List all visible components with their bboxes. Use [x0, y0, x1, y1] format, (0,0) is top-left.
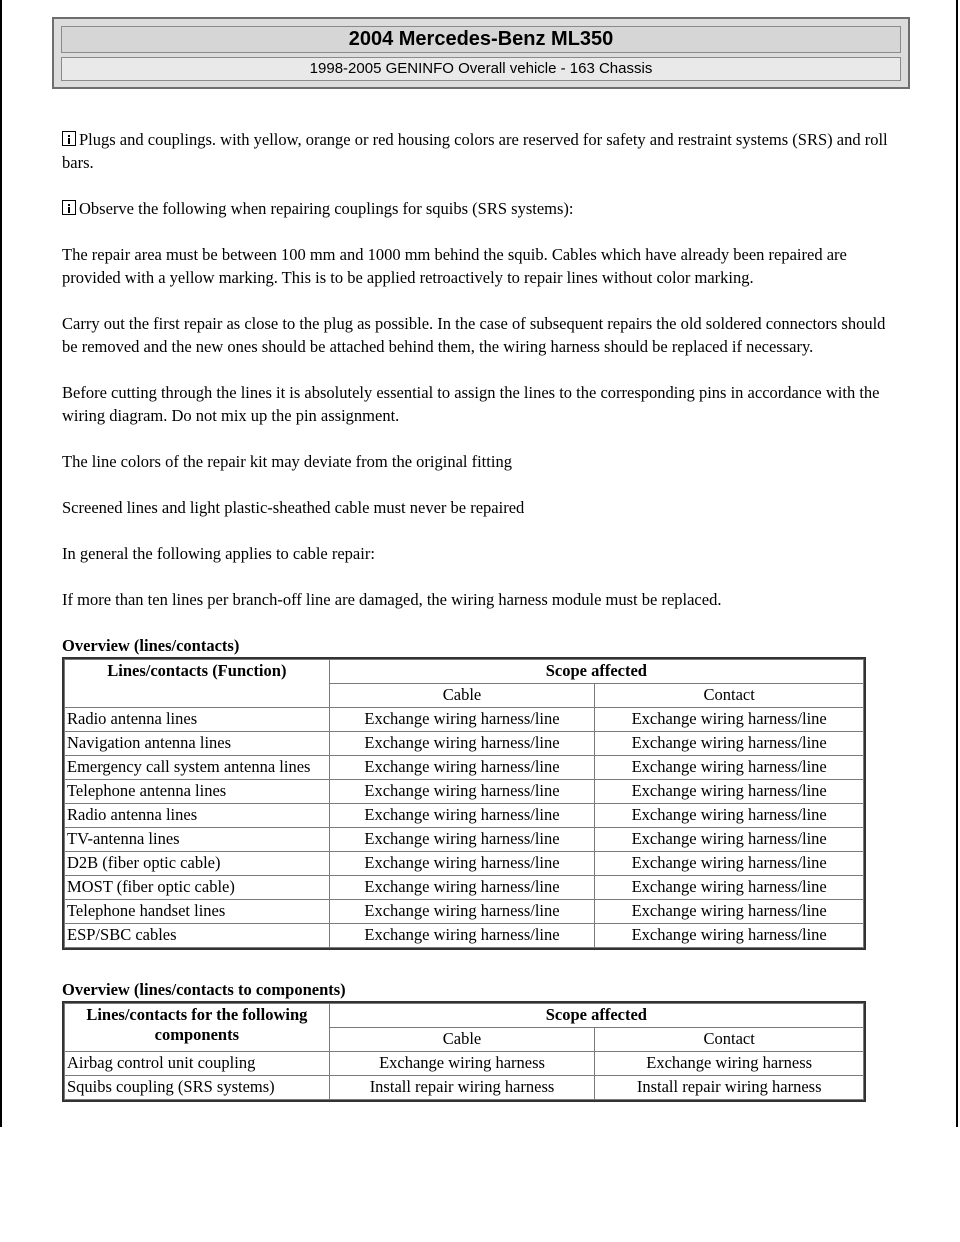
- paragraph: In general the following applies to cable repair:: [62, 544, 375, 563]
- table-cell: TV-antenna lines: [65, 828, 330, 852]
- note-text: Plugs and couplings. with yellow, orange or red housing colors are reserved for safety and restraint systems (SRS) and roll bars.: [62, 130, 888, 172]
- table-cell: Exchange wiring harness/line: [329, 732, 595, 756]
- table-cell: Squibs coupling (SRS systems): [65, 1076, 330, 1100]
- table-cell: Radio antenna lines: [65, 804, 330, 828]
- table-row: [65, 804, 864, 828]
- table-row: [65, 924, 864, 948]
- table-cell: Exchange wiring harness/line: [595, 804, 864, 828]
- table-row: [65, 1076, 864, 1100]
- overview-components-table: [62, 1001, 866, 1102]
- table1-scope-header: Scope affected: [329, 660, 863, 684]
- page-left-border: [0, 0, 2, 1127]
- table-cell: Airbag control unit coupling: [65, 1052, 330, 1076]
- table-cell: Exchange wiring harness/line: [329, 828, 595, 852]
- table-row: [65, 708, 864, 732]
- table-cell: Exchange wiring harness/line: [595, 708, 864, 732]
- overview-lines-table: [62, 657, 866, 950]
- paragraph: The line colors of the repair kit may deviate from the original fitting: [62, 452, 512, 471]
- note-icon: [62, 200, 76, 215]
- table-row: [65, 1052, 864, 1076]
- table2-col-contact: Contact: [595, 1028, 864, 1052]
- table-cell: Exchange wiring harness/line: [595, 780, 864, 804]
- table-cell: Telephone handset lines: [65, 900, 330, 924]
- table-cell: D2B (fiber optic cable): [65, 852, 330, 876]
- table-cell: Exchange wiring harness/line: [595, 756, 864, 780]
- table-row: [65, 756, 864, 780]
- table1-col-contact: Contact: [595, 684, 864, 708]
- table-cell: Radio antenna lines: [65, 708, 330, 732]
- table-cell: Exchange wiring harness/line: [329, 876, 595, 900]
- paragraph: Screened lines and light plastic-sheathed cable must never be repaired: [62, 498, 525, 517]
- table-cell: MOST (fiber optic cable): [65, 876, 330, 900]
- table-cell: Exchange wiring harness/line: [329, 924, 595, 948]
- note-icon: [62, 131, 76, 146]
- table-cell: Navigation antenna lines: [65, 732, 330, 756]
- table-cell: Exchange wiring harness/line: [329, 780, 595, 804]
- table1-col-function: Lines/contacts (Function): [65, 660, 330, 708]
- table-cell: Install repair wiring harness: [595, 1076, 864, 1100]
- table-cell: Exchange wiring harness/line: [595, 828, 864, 852]
- table-cell: Exchange wiring harness/line: [329, 708, 595, 732]
- paragraph: The repair area must be between 100 mm and 1000 mm behind the squib. Cables which have already been repaired are provided with a yellow marking. This is to be applied retroactively to repair lines without color marking.: [62, 245, 847, 287]
- table-cell: Emergency call system antenna lines: [65, 756, 330, 780]
- paragraph: Before cutting through the lines it is absolutely essential to assign the lines to the corresponding pins in accordance with the wiring diagram. Do not mix up the pin assignment.: [62, 383, 880, 425]
- table-cell: Telephone antenna lines: [65, 780, 330, 804]
- document-body: [62, 128, 902, 1108]
- table-cell: Exchange wiring harness: [595, 1052, 864, 1076]
- table1-title: Overview (lines/contacts): [62, 636, 240, 655]
- table-cell: Exchange wiring harness: [329, 1052, 595, 1076]
- table1-body: [65, 708, 864, 948]
- table2-title: Overview (lines/contacts to components): [62, 980, 346, 999]
- note-srs-colors: [62, 128, 902, 174]
- paragraph: Carry out the first repair as close to the plug as possible. In the case of subsequent repairs the old soldered connectors should be removed and the new ones should be attached behind them, the wiring harness should be replaced if necessary.: [62, 314, 886, 356]
- document-header: [52, 17, 910, 89]
- table-row: [65, 828, 864, 852]
- table-cell: Exchange wiring harness/line: [329, 804, 595, 828]
- paragraph: If more than ten lines per branch-off line are damaged, the wiring harness module must be replaced.: [62, 590, 722, 609]
- header-subtitle: 1998-2005 GENINFO Overall vehicle - 163 Chassis: [61, 57, 901, 81]
- table-cell: Exchange wiring harness/line: [595, 732, 864, 756]
- table-cell: Exchange wiring harness/line: [595, 876, 864, 900]
- table-row: [65, 732, 864, 756]
- note-squibs: [62, 197, 902, 220]
- table2-body: [65, 1052, 864, 1100]
- table-cell: Install repair wiring harness: [329, 1076, 595, 1100]
- table-cell: ESP/SBC cables: [65, 924, 330, 948]
- table1-col-cable: Cable: [329, 684, 595, 708]
- table-cell: Exchange wiring harness/line: [595, 852, 864, 876]
- table-row: [65, 876, 864, 900]
- table-cell: Exchange wiring harness/line: [329, 900, 595, 924]
- page-right-border: [956, 0, 958, 1127]
- table-row: [65, 900, 864, 924]
- table-row: [65, 852, 864, 876]
- table-cell: Exchange wiring harness/line: [329, 756, 595, 780]
- table2-col-components: Lines/contacts for the following components: [65, 1004, 330, 1052]
- table-cell: Exchange wiring harness/line: [595, 924, 864, 948]
- table-cell: Exchange wiring harness/line: [595, 900, 864, 924]
- note-text: Observe the following when repairing couplings for squibs (SRS systems):: [79, 199, 574, 218]
- table-cell: Exchange wiring harness/line: [329, 852, 595, 876]
- table2-col-cable: Cable: [329, 1028, 595, 1052]
- header-title: 2004 Mercedes-Benz ML350: [61, 26, 901, 53]
- table-row: [65, 780, 864, 804]
- table2-scope-header: Scope affected: [329, 1004, 863, 1028]
